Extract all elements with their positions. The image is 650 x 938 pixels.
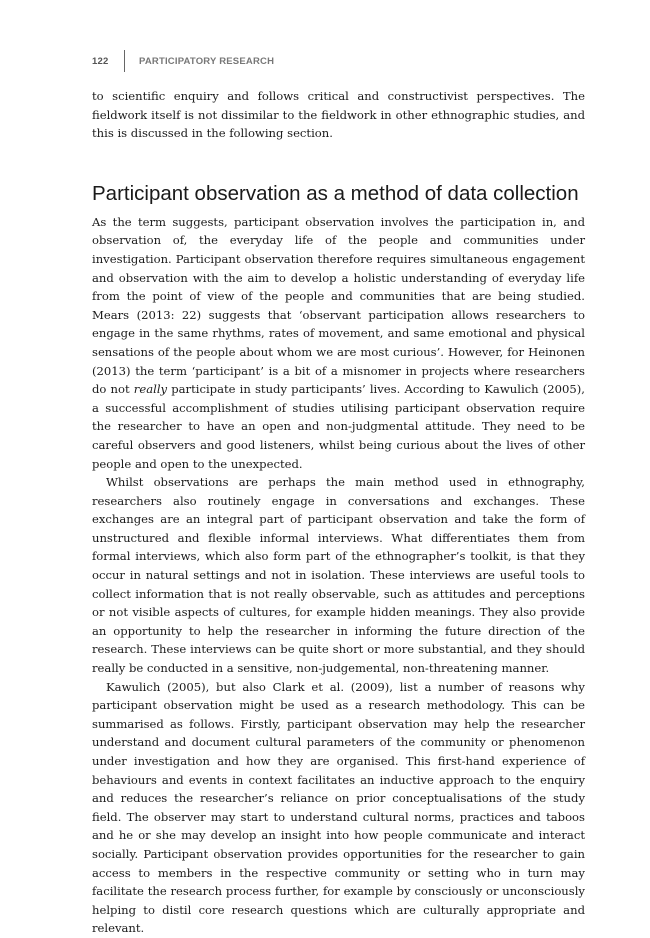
- running-header: [92, 50, 274, 72]
- paragraph-1-text-a: As the term suggests, participant observation involves the participation in, and observation of, the everyday life of the people and communities under investigation. Participant observation therefore requires simultaneous engagement and observation with the aim to develop a holistic understanding of everyday life from the point of view of the people and communities that are being studied. Mears (2013: 22) suggests that ‘observant participation allows researchers to engage in the same rhythms, rates of movement, and same emotional and physical sensations of the people about whom we are most curious’. However, for Heinonen (2013) the term ‘participant’ is a bit of a misnomer in projects where researchers do not: [92, 214, 585, 397]
- section-heading: Participant observation as a method of data collection: [92, 181, 579, 205]
- intro-paragraph: to scientific enquiry and follows critical and constructivist perspectives. The fieldwork itself is not dissimilar to the fieldwork in other ethnographic studies, and this is discussed in the following section.: [92, 89, 585, 141]
- body-text: [92, 87, 585, 938]
- paragraph-2: Whilst observations are perhaps the main method used in ethnography, researchers also routinely engage in conversations and exchanges. These exchanges are an integral part of participant observation and take the form of unstructured and flexible informal interviews. What differentiates them from formal interviews, which also form part of the ethnographer’s toolkit, is that they occur in natural settings and not in isolation. These interviews are useful tools to collect information that is not really observable, such as attitudes and perceptions or not visible aspects of cultures, for example hidden meanings. They also provide an opportunity to help the researcher in informing the future direction of the research. These interviews can be quite short or more substantial, and they should really be conducted in a sensitive, non-judgemental, non-threatening manner.: [92, 475, 585, 676]
- paragraph-3: Kawulich (2005), but also Clark et al. (2009), list a number of reasons why participant observation might be used as a research methodology. This can be summarised as follows. Firstly, participant observation may help the researcher understand and document cultural parameters of the community or phenomenon under investigation and how they are organised. This first-hand experience of behaviours and events in context facilitates an inductive approach to the enquiry and reduces the researcher’s reliance on prior conceptualisations of the study field. The observer may start to understand cultural norms, practices and taboos and he or she may develop an insight into how people communicate and interact socially. Participant observation provides opportunities for the researcher to gain access to members in the respective community or setting who in turn may facilitate the research process further, for example by consciously or unconsciously helping to distil core research questions which are culturally appropriate and relevant.: [92, 679, 585, 936]
- page-number: 122: [92, 55, 109, 67]
- paragraph-1: [92, 213, 585, 473]
- running-title: PARTICIPATORY RESEARCH: [139, 55, 275, 67]
- paragraph-1-emphasis: really: [133, 382, 168, 397]
- paragraph-1-text-b: participate in study participants’ lives. According to Kawulich (2005), a successful accomplishment of studies utilising participant observation require the researcher to have an open and non-judgmental attitude. They need to be careful observers and good listeners, whilst being curious about the lives of other people and open to the unexpected.: [92, 382, 585, 471]
- header-divider: [124, 50, 125, 72]
